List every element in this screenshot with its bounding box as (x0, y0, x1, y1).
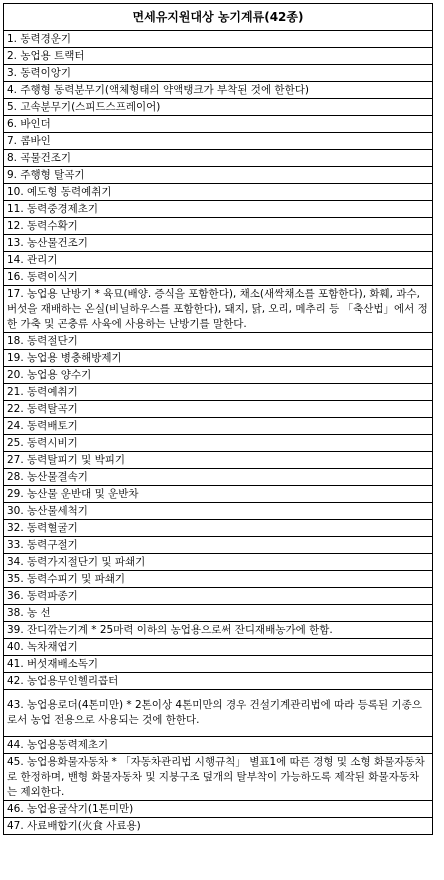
table-row (4, 286, 433, 333)
table-row (4, 503, 433, 520)
table-row (4, 571, 433, 588)
table-title: 면세유지원대상 농기계류(42종) (4, 4, 433, 31)
table-row (4, 116, 433, 133)
machinery-item: 7. 콤바인 (4, 133, 433, 150)
machinery-item: 8. 곡물건조기 (4, 150, 433, 167)
machinery-item: 32. 동력혈굴기 (4, 520, 433, 537)
machinery-item: 44. 농업용동력제초기 (4, 737, 433, 754)
machinery-item: 47. 사료배합기(火食 사료용) (4, 818, 433, 835)
machinery-item: 28. 농산물결속기 (4, 469, 433, 486)
machinery-item: 2. 농업용 트랙터 (4, 48, 433, 65)
machinery-item: 35. 동력수피기 및 파쇄기 (4, 571, 433, 588)
table-row (4, 150, 433, 167)
machinery-item: 41. 버섯재배소독기 (4, 656, 433, 673)
table-row (4, 418, 433, 435)
table-row (4, 133, 433, 150)
table-row (4, 384, 433, 401)
machinery-item: 1. 동력경운기 (4, 31, 433, 48)
table-row (4, 673, 433, 690)
machinery-item: 43. 농업용로더(4톤미만) * 2톤이상 4톤미만의 경우 건설기계관리법에 따라 등록된 기종으로서 농업 전용으로 사용되는 것에 한한다. (4, 690, 433, 737)
table-row (4, 622, 433, 639)
machinery-item: 40. 녹차채엽기 (4, 639, 433, 656)
table-row (4, 31, 433, 48)
machinery-table-container (3, 3, 433, 835)
table-row (4, 435, 433, 452)
table-row (4, 235, 433, 252)
table-row (4, 65, 433, 82)
machinery-item: 38. 농 선 (4, 605, 433, 622)
table-row (4, 656, 433, 673)
machinery-item: 12. 동력수확기 (4, 218, 433, 235)
machinery-item: 29. 농산물 운반대 및 운반차 (4, 486, 433, 503)
machinery-item: 4. 주행형 동력분무기(액체형태의 약액탱크가 부착된 것에 한한다) (4, 82, 433, 99)
machinery-item: 5. 고속분무기(스피드스프레이어) (4, 99, 433, 116)
machinery-item: 21. 동력예취기 (4, 384, 433, 401)
machinery-item: 17. 농업용 난방기 * 육묘(배양. 증식을 포함한다), 채소(새싹채소를 포함한다), 화훼, 과수, 버섯을 재배하는 온실(비닐하우스를 포함한다), 돼지, 닭, 오리, 메추리 등 「축산법」에서 정한 가축 및 곤충류 사육에 사용하는 난방기를 말한다. (4, 286, 433, 333)
table-row (4, 218, 433, 235)
table-row (4, 737, 433, 754)
table-row (4, 801, 433, 818)
machinery-item: 13. 농산물건조기 (4, 235, 433, 252)
table-row (4, 269, 433, 286)
table-row (4, 184, 433, 201)
table-header-row (4, 4, 433, 31)
table-row (4, 350, 433, 367)
machinery-item: 22. 동력탈곡기 (4, 401, 433, 418)
table-row (4, 167, 433, 184)
machinery-item: 10. 예도형 동력예취기 (4, 184, 433, 201)
machinery-item: 6. 바인더 (4, 116, 433, 133)
machinery-item: 33. 동력구절기 (4, 537, 433, 554)
machinery-item: 42. 농업용무인헬리콥터 (4, 673, 433, 690)
machinery-item: 16. 동력이식기 (4, 269, 433, 286)
table-row (4, 588, 433, 605)
machinery-item: 27. 동력탈피기 및 박피기 (4, 452, 433, 469)
machinery-item: 18. 동력절단기 (4, 333, 433, 350)
table-row (4, 754, 433, 801)
machinery-item: 46. 농업용굴삭기(1톤미만) (4, 801, 433, 818)
machinery-item: 30. 농산물세척기 (4, 503, 433, 520)
machinery-item: 34. 동력가지절단기 및 파쇄기 (4, 554, 433, 571)
table-row (4, 401, 433, 418)
table-row (4, 333, 433, 350)
machinery-item: 45. 농업용화물자동차 * 「자동차관리법 시행규칙」 별표1에 따른 경형 및 소형 화물자동차로 한정하며, 밴형 화물자동차 및 지붕구조 덮개의 탈부착이 가능하도록 제작된 화물자동차는 제외한다. (4, 754, 433, 801)
table-row (4, 818, 433, 835)
table-row (4, 82, 433, 99)
table-row (4, 469, 433, 486)
table-row (4, 605, 433, 622)
machinery-item: 36. 동력파종기 (4, 588, 433, 605)
machinery-item: 24. 동력배토기 (4, 418, 433, 435)
machinery-table (3, 3, 433, 835)
machinery-item: 14. 관리기 (4, 252, 433, 269)
table-row (4, 554, 433, 571)
table-row (4, 639, 433, 656)
machinery-item: 19. 농업용 병충해방제기 (4, 350, 433, 367)
table-row (4, 537, 433, 554)
table-row (4, 520, 433, 537)
machinery-item: 39. 잔디깎는기계 * 25마력 이하의 농업용으로써 잔디재배농가에 한함. (4, 622, 433, 639)
table-row (4, 99, 433, 116)
table-row (4, 252, 433, 269)
machinery-item: 3. 동력이앙기 (4, 65, 433, 82)
table-row (4, 201, 433, 218)
table-row (4, 690, 433, 737)
table-row (4, 48, 433, 65)
table-row (4, 486, 433, 503)
table-row (4, 452, 433, 469)
machinery-item: 9. 주행형 탈곡기 (4, 167, 433, 184)
machinery-item: 25. 동력시비기 (4, 435, 433, 452)
machinery-item: 11. 동력중경제초기 (4, 201, 433, 218)
table-row (4, 367, 433, 384)
machinery-item: 20. 농업용 양수기 (4, 367, 433, 384)
